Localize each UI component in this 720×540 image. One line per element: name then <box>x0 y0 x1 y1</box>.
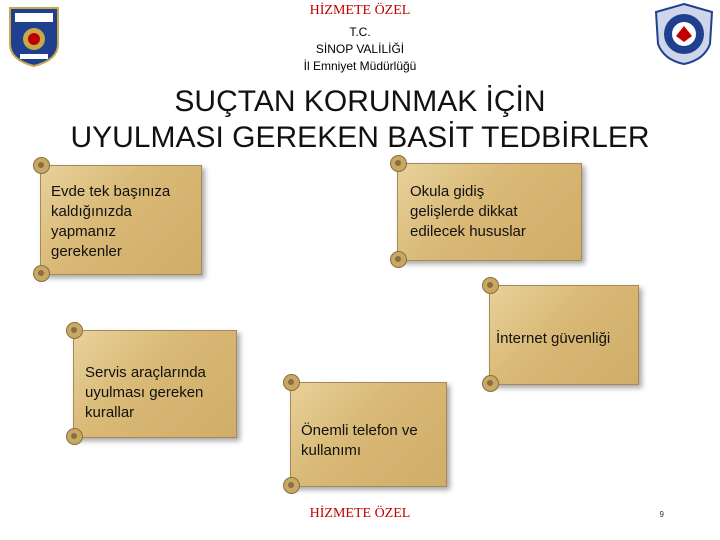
scroll-item-label: Evde tek başınıza kaldığınızda yapmanız gerekenler <box>51 183 171 260</box>
scroll-curl-icon <box>482 277 499 294</box>
scroll-curl-icon <box>33 265 50 282</box>
scroll-curl-icon <box>66 428 83 445</box>
title-line-2: UYULMASI GEREKEN BASİT TEDBİRLER <box>70 121 650 154</box>
scroll-item-home-alone[interactable] <box>40 165 202 275</box>
scroll-item-school-bus[interactable] <box>73 330 237 438</box>
scroll-curl-icon <box>66 322 83 339</box>
scroll-curl-icon <box>390 251 407 268</box>
classification-header: HİZMETE ÖZEL <box>309 3 411 18</box>
scroll-item-label: Okula gidiş gelişlerde dikkat edilecek hususlar <box>410 183 526 240</box>
classification-footer: HİZMETE ÖZEL <box>309 506 411 521</box>
page-title <box>0 84 720 156</box>
scroll-item-phone-usage[interactable] <box>290 382 447 487</box>
header-tc: T.C. <box>349 25 371 39</box>
scroll-item-label: Önemli telefon ve kullanımı <box>301 422 418 459</box>
scroll-item-internet-safety[interactable] <box>489 285 639 385</box>
scroll-curl-icon <box>33 157 50 174</box>
scroll-curl-icon <box>283 374 300 391</box>
header-police-department: İl Emniyet Müdürlüğü <box>303 59 417 73</box>
scroll-curl-icon <box>390 155 407 172</box>
scroll-item-school-route[interactable] <box>397 163 582 261</box>
page-number: 9 <box>659 510 664 519</box>
scroll-curl-icon <box>283 477 300 494</box>
scroll-item-label: Servis araçlarında uyulması gereken kurallar <box>85 364 206 421</box>
scroll-curl-icon <box>482 375 499 392</box>
header-governorship: SİNOP VALİLİĞİ <box>315 42 405 56</box>
scroll-item-label: İnternet güvenliği <box>496 330 611 347</box>
title-line-1: SUÇTAN KORUNMAK İÇİN <box>174 85 546 118</box>
